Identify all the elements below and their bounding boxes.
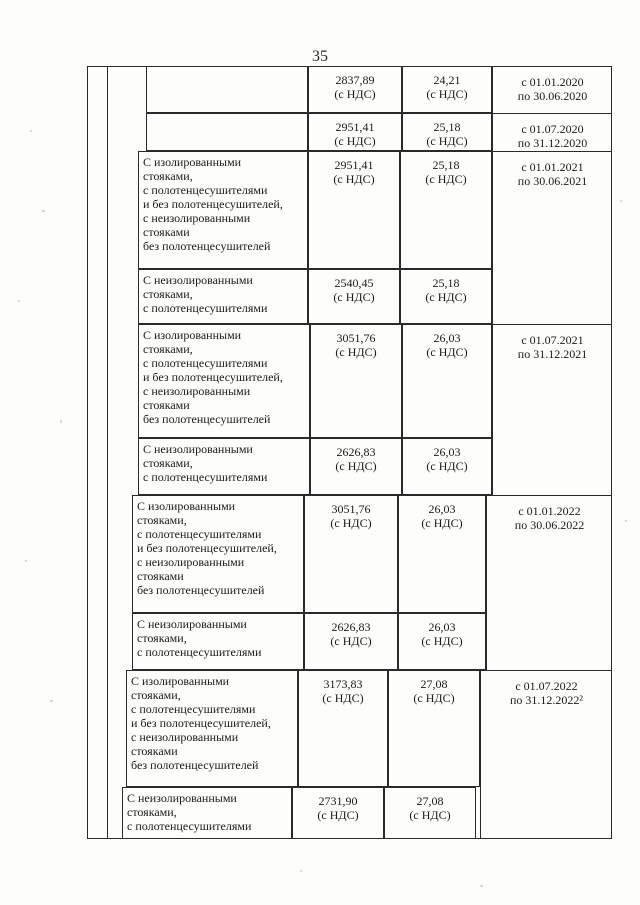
- cell-text-line: (с НДС): [334, 134, 376, 148]
- cell-text-line: 26,03: [433, 331, 461, 345]
- rate-cell: [400, 151, 492, 269]
- cell-text-line: с 01.07.2020: [521, 122, 584, 136]
- cell-text-line: (с НДС): [425, 290, 467, 304]
- rate-cell: [400, 269, 492, 324]
- rate-cell: [402, 113, 492, 151]
- cell-text-line: по 30.06.2022: [514, 518, 585, 532]
- cell-text-line: С неизолированными: [143, 273, 253, 287]
- cell-text-line: по 31.12.2022²: [509, 693, 584, 707]
- cell-text-line: стояками,: [131, 688, 181, 702]
- cell-text-line: стояками,: [137, 631, 187, 645]
- cell-text-line: стояками,: [143, 456, 193, 470]
- cell-text-line: с полотенцесушителями: [143, 470, 268, 484]
- cell-text-line: С изолированными: [143, 155, 242, 169]
- cell-text-line: (с НДС): [421, 516, 463, 530]
- description-cell: [138, 269, 308, 324]
- cell-text-line: (с НДС): [334, 87, 376, 101]
- cell-text-line: 2951,41: [334, 158, 374, 172]
- cell-text-line: 26,03: [428, 620, 456, 634]
- cell-text-line: (с НДС): [333, 172, 375, 186]
- cell-text-line: по 31.12.2020: [517, 136, 588, 150]
- column-divider: [107, 66, 108, 839]
- cell-text-line: (с НДС): [317, 808, 359, 822]
- description-cell: [132, 495, 304, 613]
- cell-text-line: с полотенцесушителями: [127, 819, 252, 833]
- cell-text-line: стояками: [131, 744, 178, 758]
- period-cell: [492, 113, 612, 151]
- cell-text-line: с 01.07.2022: [515, 679, 578, 693]
- period-cell: [480, 670, 612, 839]
- cell-text-line: и без полотенцесушителей,: [131, 716, 271, 730]
- cell-text-line: 27,08: [420, 677, 448, 691]
- period-cell: [492, 324, 612, 495]
- cell-text-line: (с НДС): [330, 634, 372, 648]
- price-cell: [304, 613, 398, 670]
- cell-text-line: 27,08: [416, 794, 444, 808]
- cell-text-line: и без полотенцесушителей,: [143, 370, 283, 384]
- cell-text-line: (с НДС): [333, 290, 375, 304]
- price-cell: [308, 66, 402, 113]
- cell-text-line: (с НДС): [330, 516, 372, 530]
- cell-text-line: (с НДС): [335, 459, 377, 473]
- cell-text-line: с полотенцесушителями: [137, 645, 262, 659]
- cell-text-line: по 30.06.2020: [517, 89, 588, 103]
- cell-text-line: С изолированными: [137, 499, 236, 513]
- page-number: 35: [312, 48, 328, 65]
- description-cell: [138, 438, 310, 495]
- cell-text-line: 2626,83: [336, 445, 376, 459]
- cell-text-line: по 30.06.2021: [517, 174, 588, 188]
- cell-text-line: по 31.12.2021: [517, 347, 588, 361]
- price-cell: [298, 670, 388, 787]
- cell-text-line: 26,03: [433, 445, 461, 459]
- price-cell: [310, 438, 402, 495]
- cell-text-line: стояками,: [137, 513, 187, 527]
- cell-text-line: с неизолированными: [131, 730, 239, 744]
- cell-text-line: (с НДС): [426, 459, 468, 473]
- cell-text-line: 2540,45: [334, 276, 374, 290]
- rate-cell: [402, 324, 492, 438]
- cell-text-line: с полотенцесушителями: [143, 356, 268, 370]
- cell-text-line: С неизолированными: [127, 791, 237, 805]
- cell-text-line: (с НДС): [409, 808, 451, 822]
- cell-text-line: без полотенцесушителей: [137, 583, 265, 597]
- cell-text-line: (с НДС): [421, 634, 463, 648]
- cell-text-line: с неизолированными: [137, 555, 245, 569]
- cell-text-line: стояками,: [143, 169, 193, 183]
- cell-text-line: с 01.07.2021: [521, 333, 584, 347]
- price-cell: [310, 324, 402, 438]
- cell-text-line: 26,03: [428, 502, 456, 516]
- rate-cell: [388, 670, 480, 787]
- cell-text-line: 2626,83: [331, 620, 371, 634]
- description-cell: [138, 324, 310, 438]
- cell-text-line: с 01.01.2021: [521, 160, 584, 174]
- cell-text-line: (с НДС): [322, 691, 364, 705]
- cell-text-line: без полотенцесушителей: [131, 758, 259, 772]
- rate-cell: [402, 438, 492, 495]
- description-cell: [126, 670, 298, 787]
- price-cell: [308, 151, 400, 269]
- cell-text-line: 24,21: [433, 73, 461, 87]
- cell-text-line: с полотенцесушителями: [131, 702, 256, 716]
- period-cell: [486, 495, 612, 670]
- cell-text-line: с неизолированными: [143, 211, 251, 225]
- cell-text-line: стояками: [143, 398, 190, 412]
- rate-cell: [398, 613, 486, 670]
- cell-text-line: и без полотенцесушителей,: [137, 541, 277, 555]
- cell-text-line: 25,18: [433, 120, 461, 134]
- cell-text-line: С неизолированными: [143, 442, 253, 456]
- cell-text-line: стояками: [137, 569, 184, 583]
- price-cell: [308, 269, 400, 324]
- cell-text-line: С изолированными: [131, 674, 230, 688]
- rate-cell: [384, 787, 476, 839]
- cell-text-line: стояками,: [127, 805, 177, 819]
- rate-cell: [402, 66, 492, 113]
- cell-text-line: с 01.01.2022: [518, 504, 581, 518]
- description-cell: [122, 787, 292, 839]
- cell-text-line: С изолированными: [143, 328, 242, 342]
- cell-text-line: (с НДС): [413, 691, 455, 705]
- cell-text-line: без полотенцесушителей: [143, 239, 271, 253]
- description-cell: [146, 66, 308, 113]
- cell-text-line: с полотенцесушителями: [137, 527, 262, 541]
- cell-text-line: без полотенцесушителей: [143, 412, 271, 426]
- price-cell: [292, 787, 384, 839]
- cell-text-line: стояками,: [143, 342, 193, 356]
- cell-text-line: 25,18: [432, 276, 460, 290]
- cell-text-line: 2951,41: [335, 120, 375, 134]
- cell-text-line: (с НДС): [426, 134, 468, 148]
- cell-text-line: 3051,76: [336, 331, 376, 345]
- cell-text-line: с полотенцесушителями: [143, 301, 268, 315]
- cell-text-line: с 01.01.2020: [521, 75, 584, 89]
- description-cell: [146, 113, 308, 151]
- cell-text-line: 2837,89: [335, 73, 375, 87]
- price-cell: [304, 495, 398, 613]
- cell-text-line: 3173,83: [323, 677, 363, 691]
- cell-text-line: 25,18: [432, 158, 460, 172]
- cell-text-line: и без полотенцесушителей,: [143, 197, 283, 211]
- cell-text-line: (с НДС): [426, 87, 468, 101]
- period-cell: [492, 66, 612, 113]
- cell-text-line: стояками: [143, 225, 190, 239]
- cell-text-line: (с НДС): [335, 345, 377, 359]
- cell-text-line: стояками,: [143, 287, 193, 301]
- price-cell: [308, 113, 402, 151]
- rate-cell: [398, 495, 486, 613]
- cell-text-line: (с НДС): [425, 172, 467, 186]
- cell-text-line: с полотенцесушителями: [143, 183, 268, 197]
- cell-text-line: 3051,76: [331, 502, 371, 516]
- cell-text-line: 2731,90: [318, 794, 358, 808]
- cell-text-line: (с НДС): [426, 345, 468, 359]
- description-cell: [138, 151, 308, 269]
- description-cell: [132, 613, 304, 670]
- cell-text-line: С неизолированными: [137, 617, 247, 631]
- cell-text-line: с неизолированными: [143, 384, 251, 398]
- period-cell: [492, 151, 612, 324]
